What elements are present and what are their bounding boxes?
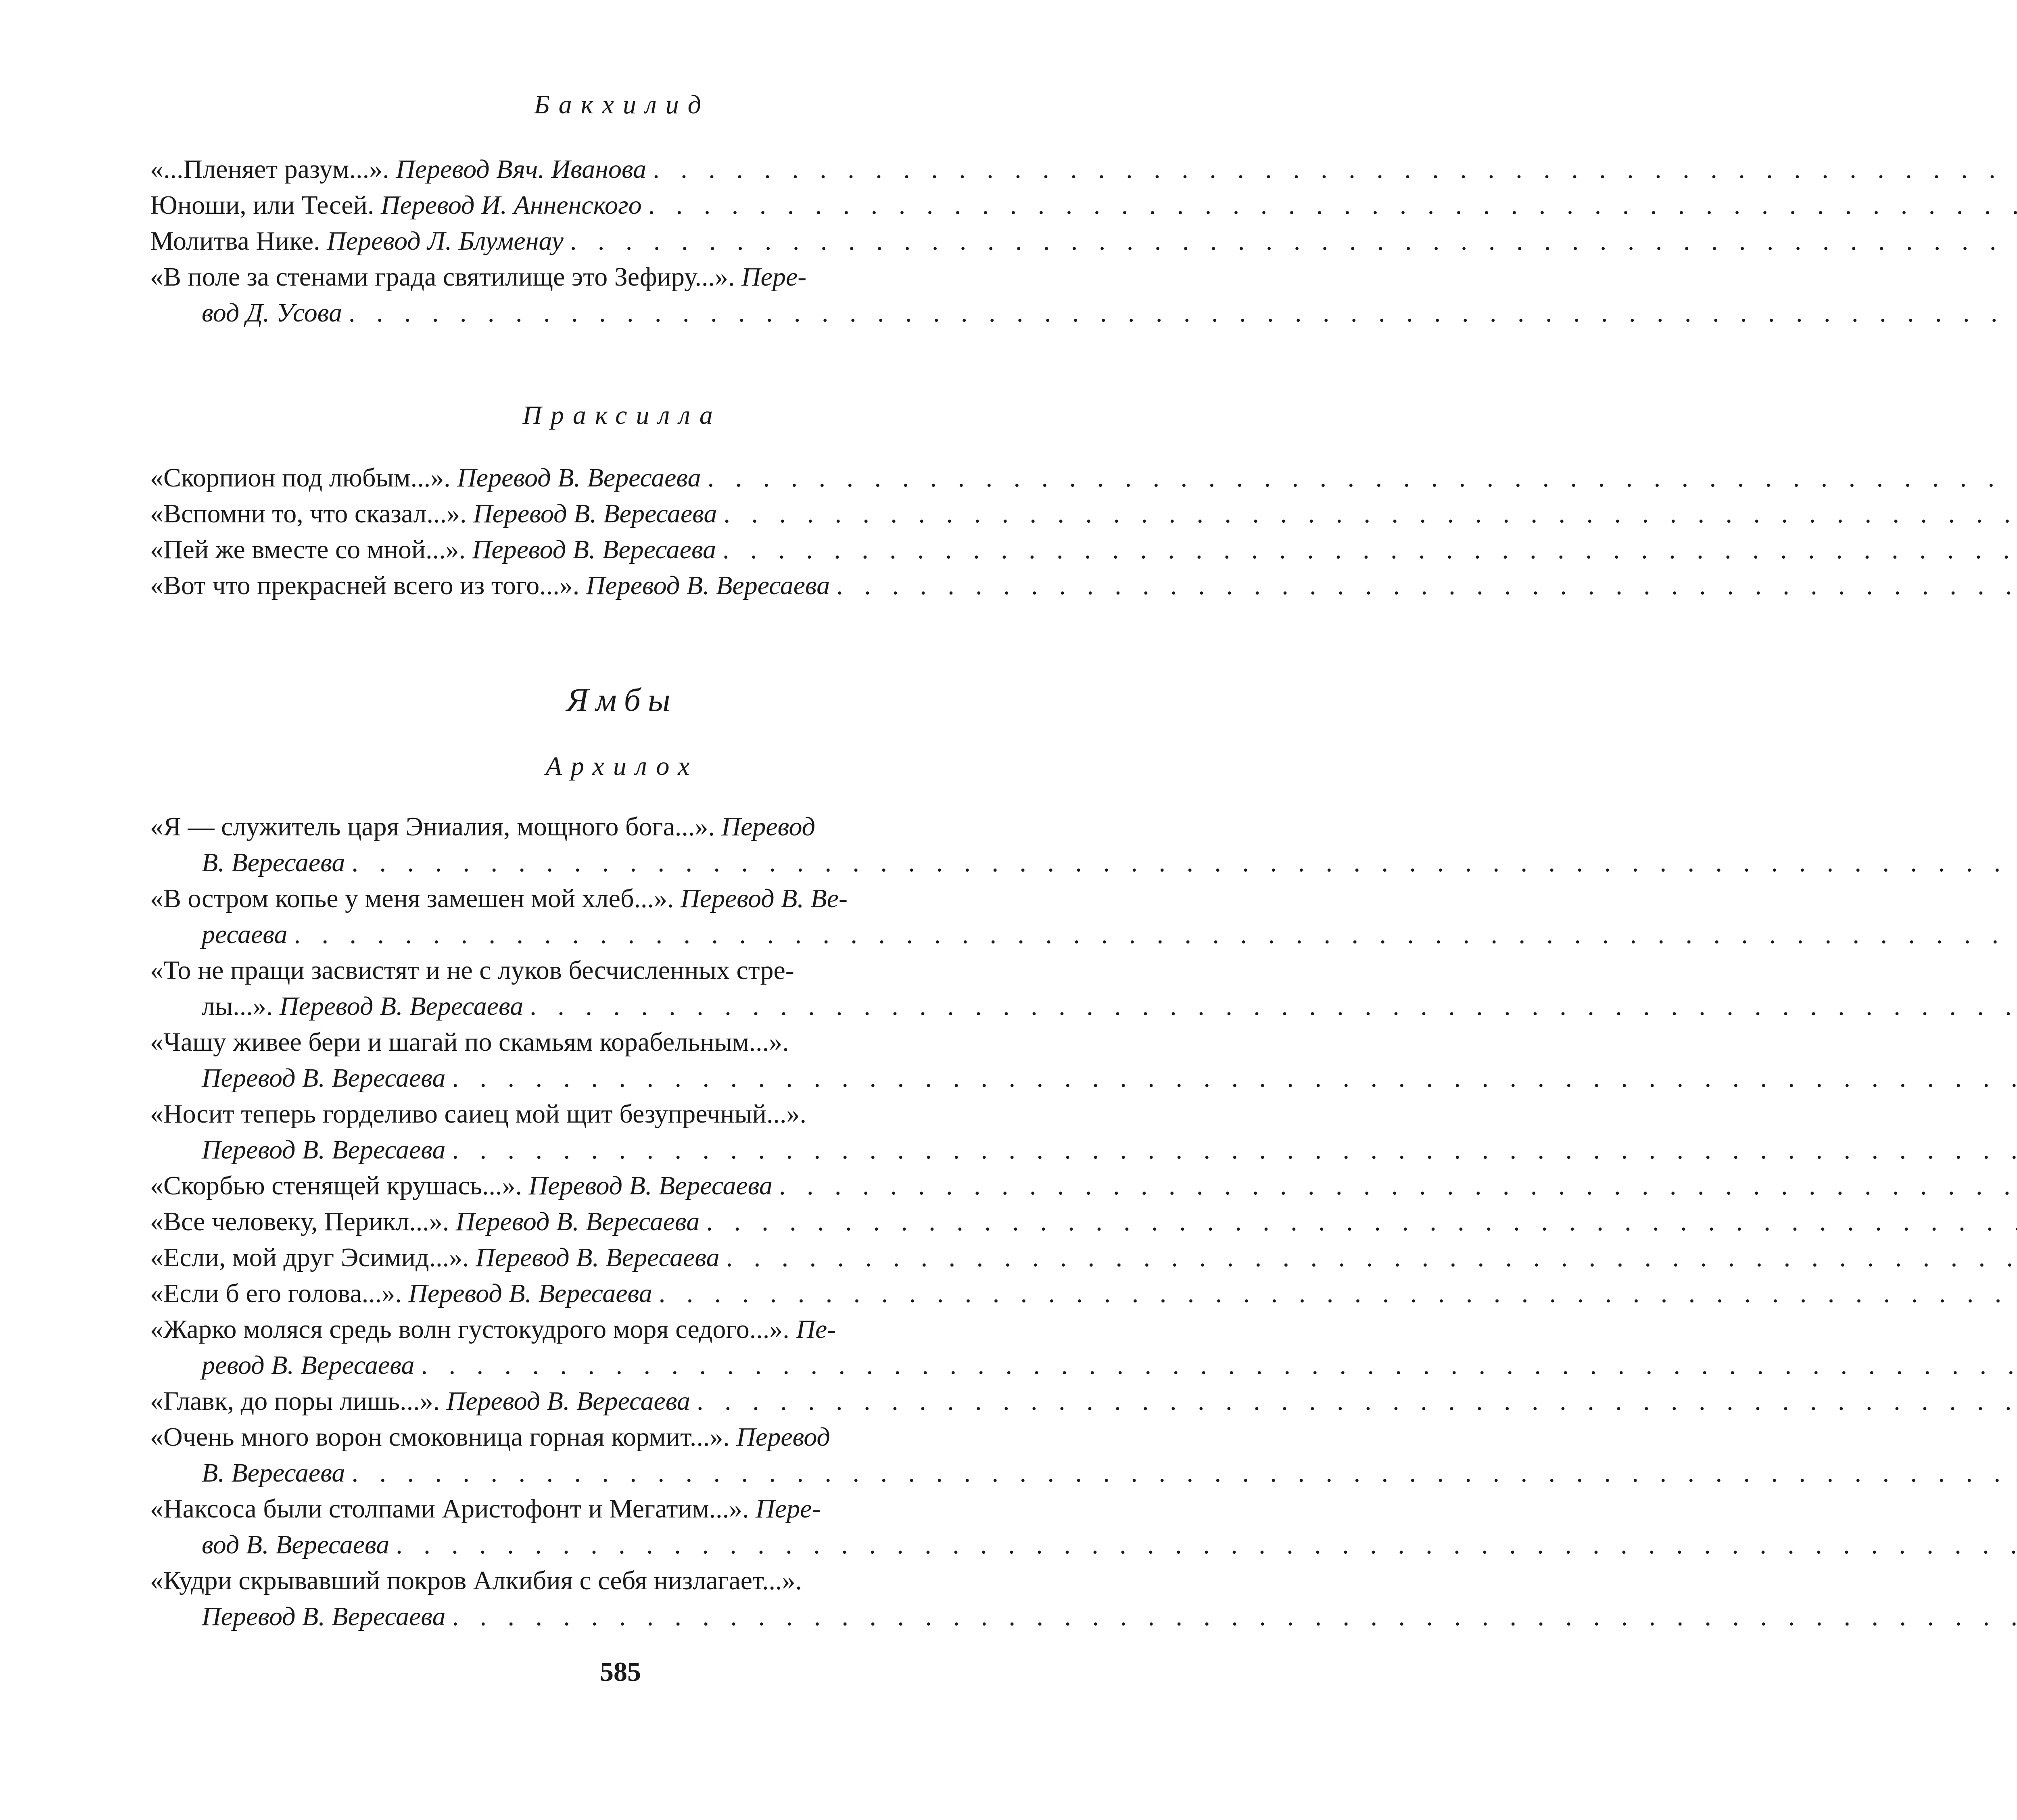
author-heading: Архилох bbox=[545, 751, 699, 781]
entry-title: «Я — служитель царя Эниалия, мощного бога...». bbox=[150, 812, 715, 841]
toc-entry bbox=[150, 1383, 1094, 1419]
toc-entry bbox=[150, 259, 1094, 331]
entry-title: «...Пленяет разум...». bbox=[150, 154, 389, 184]
dot-leader bbox=[351, 845, 2017, 881]
entry-translation: Перевод В. Вересаева bbox=[408, 1279, 652, 1308]
toc-entry bbox=[150, 532, 1094, 568]
toc-entry bbox=[150, 1024, 1094, 1096]
toc-entry bbox=[150, 809, 1094, 881]
entry-title: Юноши, или Тесей. bbox=[150, 190, 374, 220]
entry-title: «Жарко моляся средь волн густокудрого моря седого...». bbox=[150, 1315, 789, 1344]
entry-title: «Если б его голова...». bbox=[150, 1279, 402, 1308]
entry-translation: В. Вересаева bbox=[202, 848, 345, 877]
entry-title: «То не пращи засвистят и не с луков бесчисленных стре- bbox=[150, 956, 794, 985]
dot-leader bbox=[779, 1168, 2017, 1204]
toc-entry bbox=[150, 1168, 1094, 1204]
toc-entry bbox=[150, 1275, 1094, 1311]
entry-title: «Скорпион под любым...». bbox=[150, 463, 451, 493]
dot-leader bbox=[452, 1060, 2017, 1096]
entry-translation: Перевод В. Вересаева bbox=[457, 463, 701, 493]
entry-title: «Кудри скрывавший покров Алкибия с себя низлагает...». bbox=[150, 1566, 802, 1595]
entries-bacchylides bbox=[150, 151, 1094, 331]
entry-translation: Перевод В. Вересаева bbox=[473, 499, 717, 528]
section-archilochus bbox=[150, 748, 1094, 785]
entry-translation: Перевод В. Вересаева bbox=[202, 1135, 446, 1165]
entry-title: «Наксоса были столпами Аристофонт и Мегатим...». bbox=[150, 1494, 749, 1524]
author-heading: Праксилла bbox=[522, 401, 722, 430]
dot-leader bbox=[708, 460, 2017, 496]
section-heading: Ямбы bbox=[566, 681, 678, 718]
entry-title: «Главк, до поры лишь...». bbox=[150, 1386, 440, 1416]
entry-translation: Перевод В. Вересаева bbox=[476, 1243, 720, 1272]
toc-entry bbox=[150, 460, 1094, 496]
section-iambs bbox=[150, 678, 1094, 722]
entry-translation: ревод В. Вересаева bbox=[202, 1350, 415, 1380]
entry-translation: вод В. Вересаева bbox=[202, 1530, 390, 1559]
entry-translation: Перевод В. Вересаева bbox=[279, 991, 524, 1021]
dot-leader bbox=[452, 1599, 2017, 1634]
entry-translation: Пере- bbox=[741, 262, 807, 292]
entry-translation: ресаева bbox=[202, 920, 288, 949]
dot-leader bbox=[294, 916, 2017, 952]
dot-leader bbox=[836, 568, 2017, 603]
toc-entry bbox=[150, 881, 1094, 952]
entry-translation: Перевод И. Анненского bbox=[380, 190, 642, 220]
entry-title: Молитва Нике. bbox=[150, 226, 320, 256]
dot-leader bbox=[530, 988, 2017, 1024]
toc-entry bbox=[150, 1096, 1094, 1168]
author-heading: Бакхилид bbox=[534, 90, 710, 119]
dot-leader bbox=[722, 532, 2017, 568]
entry-translation: Перевод bbox=[721, 812, 815, 841]
entry-title: «В остром копье у меня замешен мой хлеб...». bbox=[150, 884, 674, 913]
section-praxilla bbox=[150, 397, 1094, 434]
entry-title: «Если, мой друг Эсимид...». bbox=[150, 1243, 469, 1272]
dot-leader bbox=[452, 1132, 2017, 1168]
dot-leader bbox=[570, 223, 2017, 259]
entry-title: лы...». bbox=[202, 991, 273, 1021]
entry-title: «Вспомни то, что сказал...». bbox=[150, 499, 467, 528]
toc-entry bbox=[150, 1240, 1094, 1275]
entry-translation: Перевод В. Ве- bbox=[681, 884, 848, 913]
entries-archilochus bbox=[150, 809, 1094, 1634]
entry-translation: Перевод В. Вересаева bbox=[528, 1171, 773, 1200]
dot-leader bbox=[659, 1275, 2017, 1311]
entry-translation: Перевод bbox=[736, 1422, 830, 1452]
toc-entry bbox=[150, 1311, 1094, 1383]
dot-leader bbox=[726, 1240, 2017, 1275]
entry-translation: Перевод В. Вересаева bbox=[472, 535, 716, 564]
toc-entry bbox=[150, 223, 1094, 259]
section-bacchylides bbox=[150, 87, 1094, 123]
entry-translation: Пере- bbox=[756, 1494, 821, 1524]
toc-entry bbox=[150, 1491, 1094, 1563]
toc-entry bbox=[150, 1563, 1094, 1634]
toc-entry bbox=[150, 187, 1094, 223]
entries-praxilla bbox=[150, 460, 1094, 603]
entry-title: «В поле за стенами града святилище это Зефиру...». bbox=[150, 262, 735, 292]
page-number: 585 bbox=[600, 1656, 641, 1687]
entry-translation: Перевод Вяч. Иванова bbox=[396, 154, 647, 184]
toc-entry bbox=[150, 496, 1094, 532]
entry-translation: Перевод В. Вересаева bbox=[202, 1602, 446, 1631]
entry-translation: В. Вересаева bbox=[202, 1458, 345, 1488]
entry-translation: Перевод В. Вересаева bbox=[455, 1207, 700, 1236]
toc-entry bbox=[150, 952, 1094, 1024]
dot-leader bbox=[697, 1383, 2017, 1419]
dot-leader bbox=[349, 295, 2017, 331]
toc-entry bbox=[150, 151, 1094, 187]
toc-entry bbox=[150, 1419, 1094, 1491]
entry-translation: Перевод В. Вересаева bbox=[586, 571, 830, 600]
dot-leader bbox=[351, 1455, 2017, 1491]
entry-title: «Чашу живее бери и шагай по скамьям корабельным...». bbox=[150, 1027, 789, 1057]
entry-title: «Пей же вместе со мной...». bbox=[150, 535, 466, 564]
entry-title: «Носит теперь горделиво саиец мой щит безупречный...». bbox=[150, 1099, 807, 1129]
entry-title: «Скорбью стенящей крушась...». bbox=[150, 1171, 522, 1200]
entry-title: «Вот что прекрасней всего из того...». bbox=[150, 571, 580, 600]
entry-translation: Пе- bbox=[796, 1315, 836, 1344]
entry-title: «Все человеку, Перикл...». bbox=[150, 1207, 449, 1236]
entry-translation: Перевод В. Вересаева bbox=[446, 1386, 691, 1416]
toc-entry bbox=[150, 568, 1094, 603]
toc-entry bbox=[150, 1204, 1094, 1240]
dot-leader bbox=[723, 496, 2017, 532]
dot-leader bbox=[653, 151, 2017, 187]
dot-leader bbox=[396, 1527, 2017, 1563]
entry-translation: Перевод В. Вересаева bbox=[202, 1063, 446, 1093]
dot-leader bbox=[648, 187, 2017, 223]
dot-leader bbox=[421, 1347, 2017, 1383]
entry-translation: вод Д. Усова bbox=[202, 298, 342, 328]
dot-leader bbox=[706, 1204, 2017, 1240]
entry-translation: Перевод Л. Блуменау bbox=[327, 226, 564, 256]
entry-title: «Очень много ворон смоковница горная кормит...». bbox=[150, 1422, 730, 1452]
